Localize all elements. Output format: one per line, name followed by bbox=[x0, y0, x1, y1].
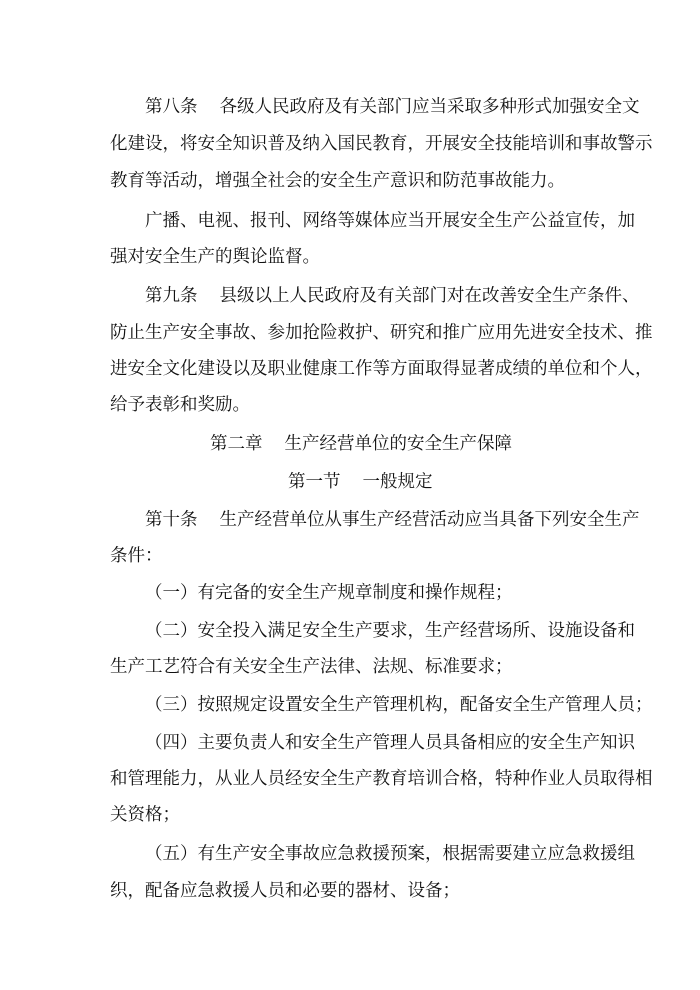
article8-line-3: 教育等活动，增强全社会的安全生产意识和防范事故能力。 bbox=[110, 171, 565, 191]
chapter-title: 生产经营单位的安全生产保障 bbox=[284, 434, 512, 454]
article10-line-1: 第十条 生产经营单位从事生产经营活动应当具备下列安全生产 bbox=[145, 510, 640, 530]
article9-line-4: 给予表彰和奖励。 bbox=[110, 395, 250, 415]
article9-line-2: 防止生产安全事故、参加抢险救护、研究和推广应用先进安全技术、推 bbox=[110, 323, 653, 343]
condition-item-4-line-1: （四）主要负责人和安全生产管理人员具备相应的安全生产知识 bbox=[145, 733, 635, 753]
article9-line-3: 进安全文化建设以及职业健康工作等方面取得显著成绩的单位和个人， bbox=[110, 359, 653, 379]
media-paragraph-line-1: 广播、电视、报刊、网络等媒体应当开展安全生产公益宣传，加 bbox=[145, 211, 635, 231]
condition-item-4-line-3: 关资格； bbox=[110, 805, 180, 825]
article8-label: 第八条 bbox=[145, 97, 198, 117]
article9-line-1: 第九条 县级以上人民政府及有关部门对在改善安全生产条件、 bbox=[145, 286, 640, 306]
section-title: 一般规定 bbox=[362, 472, 433, 492]
condition-item-3: （三）按照规定设置安全生产管理机构，配备安全生产管理人员； bbox=[145, 695, 653, 715]
section-number: 第一节 bbox=[288, 472, 341, 492]
media-paragraph-line-2: 强对安全生产的舆论监督。 bbox=[110, 247, 320, 267]
article8-line-2: 化建设，将安全知识普及纳入国民教育，开展安全技能培训和事故警示 bbox=[110, 134, 653, 154]
condition-item-5-line-2: 织，配备应急救援人员和必要的器材、设备； bbox=[110, 881, 460, 901]
chapter-number: 第二章 bbox=[210, 434, 263, 454]
condition-item-5-line-1: （五）有生产安全事故应急救援预案，根据需要建立应急救援组 bbox=[145, 844, 635, 864]
article9-label: 第九条 bbox=[145, 286, 198, 306]
condition-item-1: （一）有完备的安全生产规章制度和操作规程； bbox=[145, 583, 513, 603]
article10-label: 第十条 bbox=[145, 510, 198, 530]
chapter-heading bbox=[210, 433, 512, 455]
condition-item-2-line-1: （二）安全投入满足安全生产要求，生产经营场所、设施设备和 bbox=[145, 621, 635, 641]
article10-line-2: 条件： bbox=[110, 546, 163, 566]
condition-item-4-line-2: 和管理能力，从业人员经安全生产教育培训合格，特种作业人员取得相 bbox=[110, 769, 653, 789]
article8-line-1: 第八条 各级人民政府及有关部门应当采取多种形式加强安全文 bbox=[145, 97, 640, 117]
condition-item-2-line-2: 生产工艺符合有关安全生产法律、法规、标准要求； bbox=[110, 657, 513, 677]
section-heading bbox=[288, 471, 433, 493]
